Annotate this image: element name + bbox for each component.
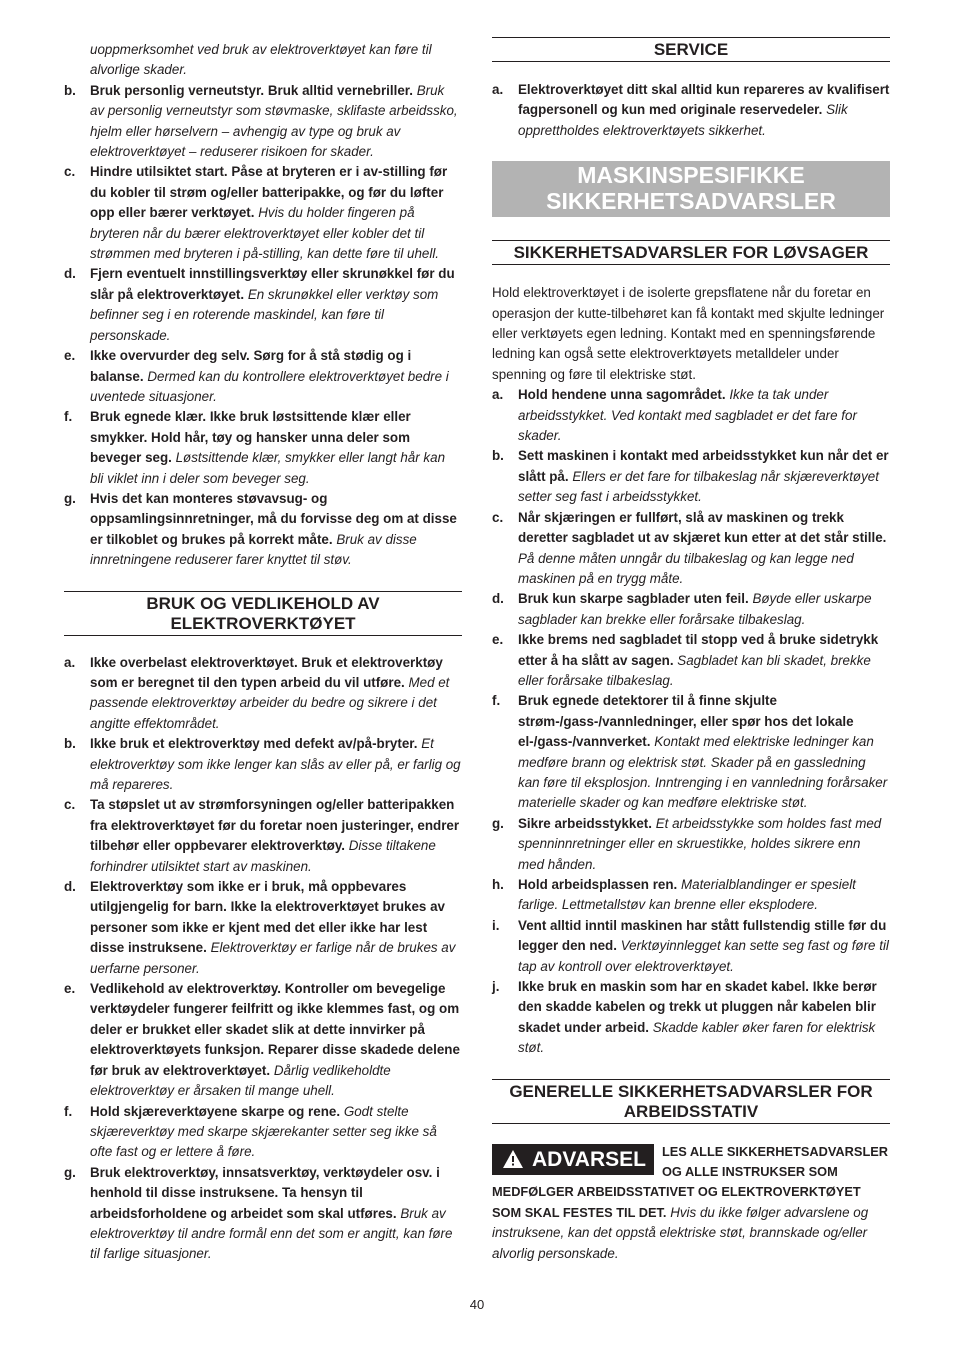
list-item-label: f.	[492, 693, 501, 709]
list-item-bold: Bruk personlig verneutstyr. Bruk alltid vernebriller.	[90, 82, 413, 98]
list-item-label: b.	[492, 448, 504, 464]
list-item-label: h.	[492, 877, 504, 892]
list-item-italic: Godt stelte skjæreverktøy med skarpe skjærekanter setter seg ikke så ofte fast og er lettere å føre.	[90, 1103, 437, 1160]
list-item-bold: Ikke bruk en maskin som har en skadet kabel. Ikke berør den skadde kabelen og trekk ut pluggen når kabelen blir skadet under arbeid.	[518, 979, 877, 1035]
banner-heading	[492, 161, 890, 217]
warning-block	[492, 1142, 890, 1264]
section-heading-saw	[492, 240, 890, 265]
banner-line: SIKKERHETSADVARSLER	[546, 188, 836, 215]
list-item	[492, 630, 890, 691]
list-item	[492, 385, 890, 446]
personal-safety-list	[64, 81, 462, 571]
list-item	[492, 814, 890, 875]
list-item-label: d.	[492, 591, 504, 607]
list-item-text	[518, 385, 890, 446]
list-item	[492, 916, 890, 977]
list-item-label: e.	[64, 981, 76, 997]
section-heading-service	[492, 37, 890, 62]
left-column	[64, 40, 462, 1265]
list-item-italic: Dårlig vedlikeholdte elektroverktøy er årsaken til mange uhell.	[90, 1062, 391, 1099]
list-item-label: b.	[64, 82, 76, 98]
list-item	[64, 407, 462, 489]
list-item-label: a.	[492, 387, 504, 403]
list-item-text	[518, 446, 890, 507]
list-item-label: i.	[492, 917, 500, 933]
list-item-bold: Hold skjæreverktøyene skarpe og rene.	[90, 1103, 341, 1119]
list-item-bold: Hindre utilsiktet start. Påse at bryteren er i av-stilling før du kobler til strøm og/eller batteripakke, og før du løfter opp eller bærer verktøyet.	[90, 164, 448, 221]
list-item-bold: Hold hendene unna sagområdet.	[518, 387, 726, 403]
list-item	[64, 489, 462, 571]
heading-line: SIKKERHETSADVARSLER FOR LØVSAGER	[513, 243, 869, 263]
list-item-italic: Bruk av elektroverktøy til andre formål enn det som er angitt, kan føre til farlige situasjoner.	[90, 1205, 453, 1262]
intro-text: uoppmerksomhet ved bruk av elektroverktøyet kan føre til alvorlige skader.	[90, 42, 432, 78]
list-item-text	[90, 489, 462, 571]
list-item	[64, 162, 462, 264]
list-item-bold: Bruk egnede klær. Ikke bruk løstsittende klær eller smykker. Hold hår, tøy og hansker unna deler som beveger seg.	[90, 409, 411, 466]
list-item-bold: Sikre arbeidsstykket.	[518, 815, 652, 831]
list-item-bold: Ta støpslet ut av strømforsyningen og/eller batteripakken fra elektroverktøyet før du foretar noen justeringer, endrer tilbehør eller oppbevarer elektroverktøy.	[90, 797, 460, 854]
section-heading-use-maintenance	[64, 591, 462, 636]
list-item-italic: Sagbladet kan bli skadet, brekke eller forårsake tilbakeslag.	[518, 652, 871, 688]
list-item-label: g.	[64, 1164, 76, 1180]
list-item-italic: Bruk av personlig verneutstyr som støvmaske, sklifaste arbeidssko, hjelm eller hørselvern – avhengig av type og bruk av elektroverktøyet – reduserer risikoen for skader.	[90, 82, 458, 160]
list-item-text	[90, 162, 462, 264]
heading-line: ARBEIDSSTATIV	[623, 1101, 759, 1121]
warning-badge-label: ADVARSEL	[532, 1147, 646, 1171]
list-item-italic: Løstsittende klær, smykker eller langt hår kan bli viklet inn i deler som beveger seg.	[90, 450, 446, 486]
list-item	[64, 734, 462, 795]
use-maintenance-list	[64, 653, 462, 1265]
list-item-italic: En skrunøkkel eller verktøy som befinner seg i en roterende maskindel, kan føre til personskade.	[90, 286, 439, 343]
list-item-label: a.	[64, 654, 76, 670]
section-heading-stand	[492, 1079, 890, 1124]
list-item-italic: Ellers er det fare for tilbakeslag når skjæreverktøyet setter seg fast i arbeidsstykket.	[518, 468, 879, 505]
list-item-text	[518, 875, 890, 916]
list-item-bold: Vedlikehold av elektroverktøy. Kontroller om bevegelige verktøydeler fungerer feilfritt og ikke klemmes fast, og om deler er brukket eller skadet slik at dette innvirker på elektroverktøyets funksjon. Reparer disse skadede delene før bruk av elektroverktøyet.	[90, 981, 460, 1078]
warning-badge	[492, 1144, 654, 1175]
list-item-text	[90, 1102, 462, 1163]
list-item-text	[90, 795, 462, 877]
list-item-label: f.	[64, 409, 73, 425]
list-item	[492, 691, 890, 813]
list-item	[492, 508, 890, 590]
heading-line: GENERELLE SIKKERHETSADVARSLER FOR	[509, 1081, 873, 1101]
list-item-label: e.	[64, 348, 76, 364]
list-item-text	[90, 979, 462, 1101]
list-item-italic: Ikke ta tak under arbeidsstykket. Ved kontakt med sagbladet er det fare for skader.	[518, 387, 857, 444]
saw-warnings-list	[492, 385, 890, 1058]
list-item	[64, 1163, 462, 1265]
list-item	[492, 875, 890, 916]
saw-intro-text: Hold elektroverktøyet i de isolerte grepsflatene når du foretar en operasjon der kutte-tilbehøret kan få kontakt med skjulte ledninger eller verktøyets egen ledning. Kontakt med en spenningsførende ledning kan også sette elektroverktøyets metalldeler under spenning og føre til elektriske støt.	[492, 285, 885, 382]
list-item-text	[90, 264, 462, 346]
list-item-label: a.	[492, 82, 504, 97]
list-item-italic: Kontakt med elektriske ledninger kan medføre brann og elektrisk støt. Skader på en gassledning kan føre til eksplosjon. Inntrenging i en vannledning forårsaker materielle skader og kan medføre elektriske støt.	[518, 734, 888, 811]
banner-line: MASKINSPESIFIKKE	[577, 162, 805, 189]
list-item-text	[518, 589, 890, 630]
heading-line: BRUK OG VEDLIKEHOLD AV	[146, 593, 380, 613]
list-item-text	[518, 916, 890, 977]
heading-line: ELEKTROVERKTØYET	[170, 613, 356, 633]
list-item-label: b.	[64, 736, 76, 752]
list-item	[492, 589, 890, 630]
list-item-bold: Elektroverktøy som ikke er i bruk, må oppbevares utilgjengelig for barn. Ikke la elektroverktøyet brukes av personer som ikke er kjent med det eller ikke har lest disse instruksene.	[90, 879, 445, 956]
warning-italic-text: Hvis du ikke følger advarslene og instruksene, kan det oppstå elektriske støt, brannskade og/eller alvorlig personskade.	[492, 1204, 869, 1261]
right-column	[492, 40, 890, 1264]
list-item-text	[90, 346, 462, 407]
list-item-bold: Ikke brems ned sagbladet til stopp ved å bruke sidetrykk etter å ha slått av sagen.	[518, 632, 879, 668]
list-item	[64, 346, 462, 407]
list-item-label: g.	[492, 815, 504, 831]
list-item-text	[90, 1163, 462, 1265]
list-item	[64, 979, 462, 1101]
list-item-italic: Bøyde eller uskarpe sagblader kan brekke eller forårsake tilbakeslag.	[518, 591, 872, 627]
list-item-text	[90, 653, 462, 735]
list-item-bold: Hvis det kan monteres støvavsug- og oppsamlingsinnretninger, må du forvisse deg om at disse er tilkoblet og brukes på korrekt måte.	[90, 490, 457, 547]
list-item-italic: Elektroverktøy er farlige når de brukes av uerfarne personer.	[90, 940, 456, 976]
list-item-label: g.	[64, 490, 76, 506]
warning-triangle-icon	[502, 1149, 524, 1169]
list-item	[64, 81, 462, 163]
list-item-text	[518, 814, 890, 875]
list-item-bold: Elektroverktøyet ditt skal alltid kun repareres av kvalifisert fagpersonell og kun med originale reservedeler.	[518, 82, 890, 118]
list-item-label: c.	[64, 797, 76, 813]
list-item	[492, 977, 890, 1059]
list-item-italic: Dermed kan du kontrollere elektroverktøyet bedre i uventede situasjoner.	[90, 368, 449, 404]
list-item-bold: Bruk elektroverktøy, innsatsverktøy, verktøydeler osv. i henhold til disse instruksene. Ta hensyn til arbeidsforholdene og arbeidet som skal utføres.	[90, 1164, 440, 1221]
list-item-text	[90, 81, 462, 163]
list-item-label: d.	[64, 879, 76, 895]
list-item-italic: Disse tiltakene forhindrer utilsiktet start av maskinen.	[90, 838, 436, 874]
list-item-text	[90, 877, 462, 979]
list-item-italic: Et elektroverktøy som ikke lenger kan slås av eller på, er farlig og må repareres.	[90, 736, 461, 792]
list-item-text	[90, 734, 462, 795]
list-item	[64, 795, 462, 877]
list-item-label: f.	[64, 1103, 73, 1119]
list-item-text	[518, 508, 890, 590]
list-item-italic: Bruk av disse innretningene reduserer farer knyttet til støv.	[90, 531, 417, 568]
list-item-italic: Skadde kabler øker faren for elektrisk støt.	[518, 1019, 876, 1056]
list-item	[64, 877, 462, 979]
list-item-italic: Hvis du holder fingeren på bryteren når du bærer elektroverktøyet eller kobler det til strømmen med bryteren i på-stilling, kan dette føre til uhell.	[90, 205, 440, 262]
list-item	[64, 1102, 462, 1163]
list-item-label: c.	[492, 509, 504, 525]
list-item-label: d.	[64, 266, 76, 282]
list-item	[492, 446, 890, 507]
service-list	[492, 80, 890, 141]
list-item-label: j.	[492, 979, 500, 995]
list-item-italic: Materialblandinger er spesielt farlige. Lettmetallstøv kan brenne eller eksplodere.	[518, 877, 856, 913]
list-item-bold: Hold arbeidsplassen ren.	[518, 877, 678, 892]
list-item-label: c.	[64, 164, 76, 180]
list-item-bold: Når skjæringen er fullført, slå av maskinen og trekk deretter sagbladet ut av skjæret kun etter at det står stille.	[518, 509, 887, 546]
list-item	[64, 653, 462, 735]
list-item-bold: Ikke overbelast elektroverktøyet. Bruk et elektroverktøy som er beregnet til den typen arbeid du vil utføre.	[90, 654, 443, 690]
list-item-bold: Bruk kun skarpe sagblader uten feil.	[518, 591, 749, 607]
list-item-bold: Bruk egnede detektorer til å finne skjulte strøm-/gass-/vannledninger, eller spør hos det lokale el-/gass-/vannverket.	[518, 693, 854, 750]
list-item	[492, 80, 890, 141]
heading-line: SERVICE	[653, 40, 729, 59]
page-number: 40	[469, 1297, 485, 1312]
list-item-italic: Slik opprettholdes elektroverktøyets sikkerhet.	[518, 102, 848, 138]
list-item-italic: Verktøyinnlegget kan sette seg fast og føre til tap av kontroll over elektroverktøyet.	[518, 938, 889, 974]
list-item-italic: Et arbeidsstykke som holdes fast med spenninnretninger eller en skruestikke, holdes sikrere enn med hånden.	[518, 815, 882, 872]
list-item-text	[518, 80, 890, 141]
list-item-text	[518, 691, 890, 813]
warning-bold-text: LES ALLE SIKKERHETSADVARSLER OG ALLE INSTRUKSER SOM MEDFØLGER ARBEIDSSTATIVET OG ELEKTROVERKTØYET SOM SKAL FESTES TIL DET.	[492, 1143, 889, 1220]
list-item-bold: Ikke bruk et elektroverktøy med defekt av/på-bryter.	[90, 736, 418, 752]
list-item-text	[518, 977, 890, 1059]
list-item-bold: Fjern eventuelt innstillingsverktøy eller skrunøkkel før du slår på elektroverktøyet.	[90, 266, 455, 302]
list-item	[64, 264, 462, 346]
list-item-italic: På denne måten unngår du tilbakeslag og kan legge ned maskinen på en trygg måte.	[518, 550, 854, 586]
list-item-bold: Ikke overvurder deg selv. Sørg for å stå stødig og i balanse.	[90, 348, 412, 384]
list-item-text	[90, 407, 462, 489]
list-item-bold: Sett maskinen i kontakt med arbeidsstykket kun når det er slått på.	[518, 448, 889, 484]
list-item-bold: Vent alltid inntil maskinen har stått fullstendig stille før du legger den ned.	[518, 917, 887, 954]
list-item-text	[518, 630, 890, 691]
list-item-label: e.	[492, 632, 504, 648]
list-item-italic: Med et passende elektroverktøy arbeider du bedre og sikrere i det angitte effektområdet.	[90, 674, 450, 731]
